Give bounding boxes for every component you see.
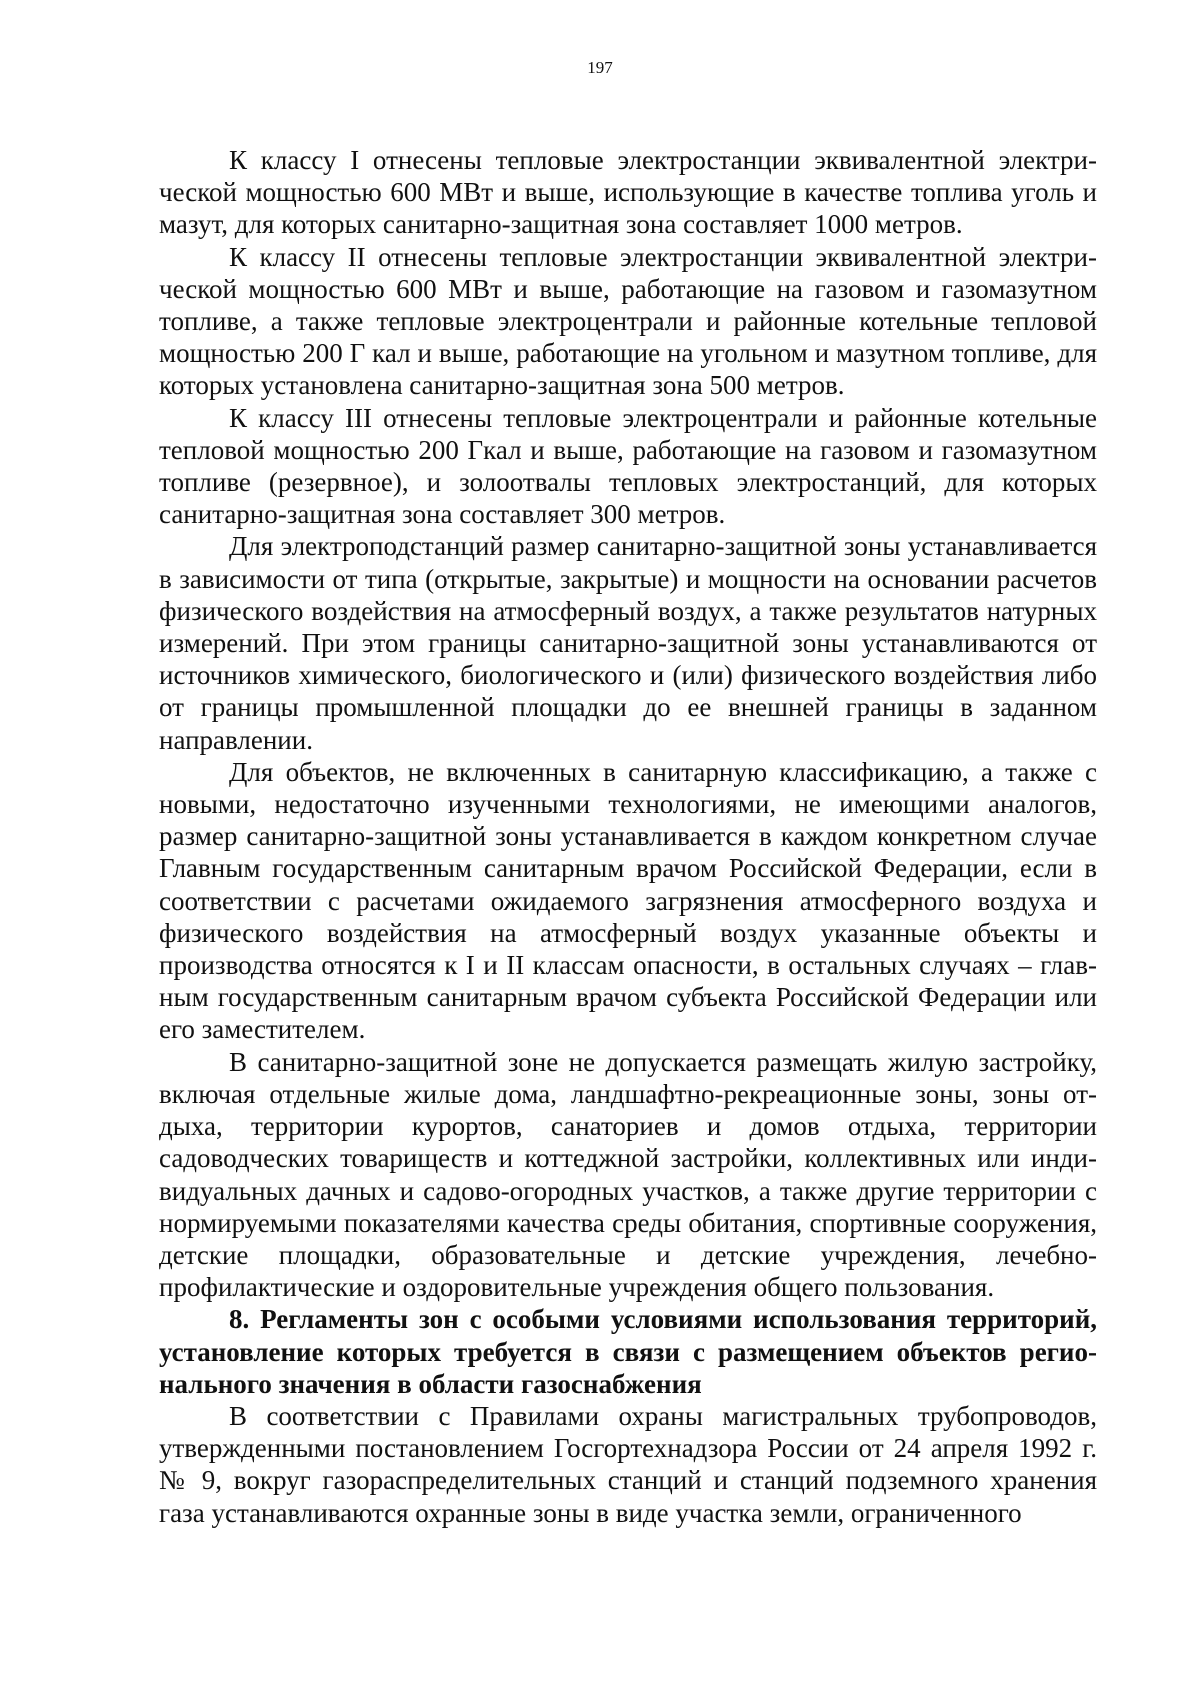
paragraph-gas-pipeline-rules: В соответствии с Правилами охраны магистральных трубопроводов, утвержденными постановлением Госгортехнадзора России от 24 апреля 1992 г. № 9, вокруг газораспределительных станций и станций подземного хранения газа устанавливаются охранные зоны в виде участка земли, ограниченного <box>159 1400 1097 1528</box>
section-heading: 8. Регламенты зон с особыми условиями использования территорий, установление которых требуется в связи с размещением объектов регионального значения в области газоснабжения <box>159 1304 1097 1399</box>
page-number: 197 <box>587 58 613 77</box>
document-body <box>159 144 1097 1529</box>
paragraph-zone-restrictions: В санитарно-защитной зоне не допускается размещать жилую застройку, включая отдельные жилые дома, ландшафтно-рекреационные зоны, зоны отдыха, территории курортов, санаториев и домов отдыха, территории садоводческих товариществ и коттеджной застройки, коллективных или индивидуальных дачных и садово-огородных участков, а также другие территории с нормируемыми показателями качества среды обитания, спортивные сооружения, детские площадки, образовательные и детские учреждения, лечебно-профилактические и оздоровительные учреждения общего пользования. <box>159 1046 1097 1303</box>
paragraph-substations: Для электроподстанций размер санитарно-защитной зоны устанавливается в зависимости от типа (открытые, закрытые) и мощности на основании расчетов физического воздействия на атмосферный воздух, а также результатов натурных измерений. При этом границы санитарно-защитной зоны устанавливаются от источников химического, биологического и (или) физического воздействия либо от границы промышленной площадки до ее внешней границы в заданном направлении. <box>159 531 1097 755</box>
paragraph-class-3: К классу III отнесены тепловые электроцентрали и районные котельные тепловой мощностью 200 Гкал и выше, работающие на газовом и газомазутном топливе (резервное), и золоотвалы тепловых электростанций, для которых санитарно-защитная зона составляет 300 метров. <box>159 402 1097 530</box>
paragraph-class-2: К классу II отнесены тепловые электростанции эквивалентной электрической мощностью 600 МВт и выше, работающие на газовом и газомазутном топливе, а также тепловые электроцентрали и районные котельные тепловой мощностью 200 Г кал и выше, работающие на угольном и мазутном топливе, для которых установлена санитарно-защитная зона 500 метров. <box>159 241 1097 401</box>
paragraph-class-1: К классу I отнесены тепловые электростанции эквивалентной электрической мощностью 600 МВт и выше, использующие в качестве топлива уголь и мазут, для которых санитарно-защитная зона составляет 1000 метров. <box>159 145 1097 240</box>
paragraph-unclassified-objects: Для объектов, не включенных в санитарную классификацию, а также с новыми, недостаточно изученными технологиями, не имеющими аналогов, размер санитарно-защитной зоны устанавливается в каждом конкретном случае Главным государственным санитарным врачом Российской Федерации, если в соответствии с расчетами ожидаемого загрязнения атмосферного воздуха и физического воздействия на атмосферный воздух указанные объекты и производства относятся к I и II классам опасности, в остальных случаях – главным государственным санитарным врачом субъекта Российской Федерации или его заместителем. <box>159 756 1097 1045</box>
